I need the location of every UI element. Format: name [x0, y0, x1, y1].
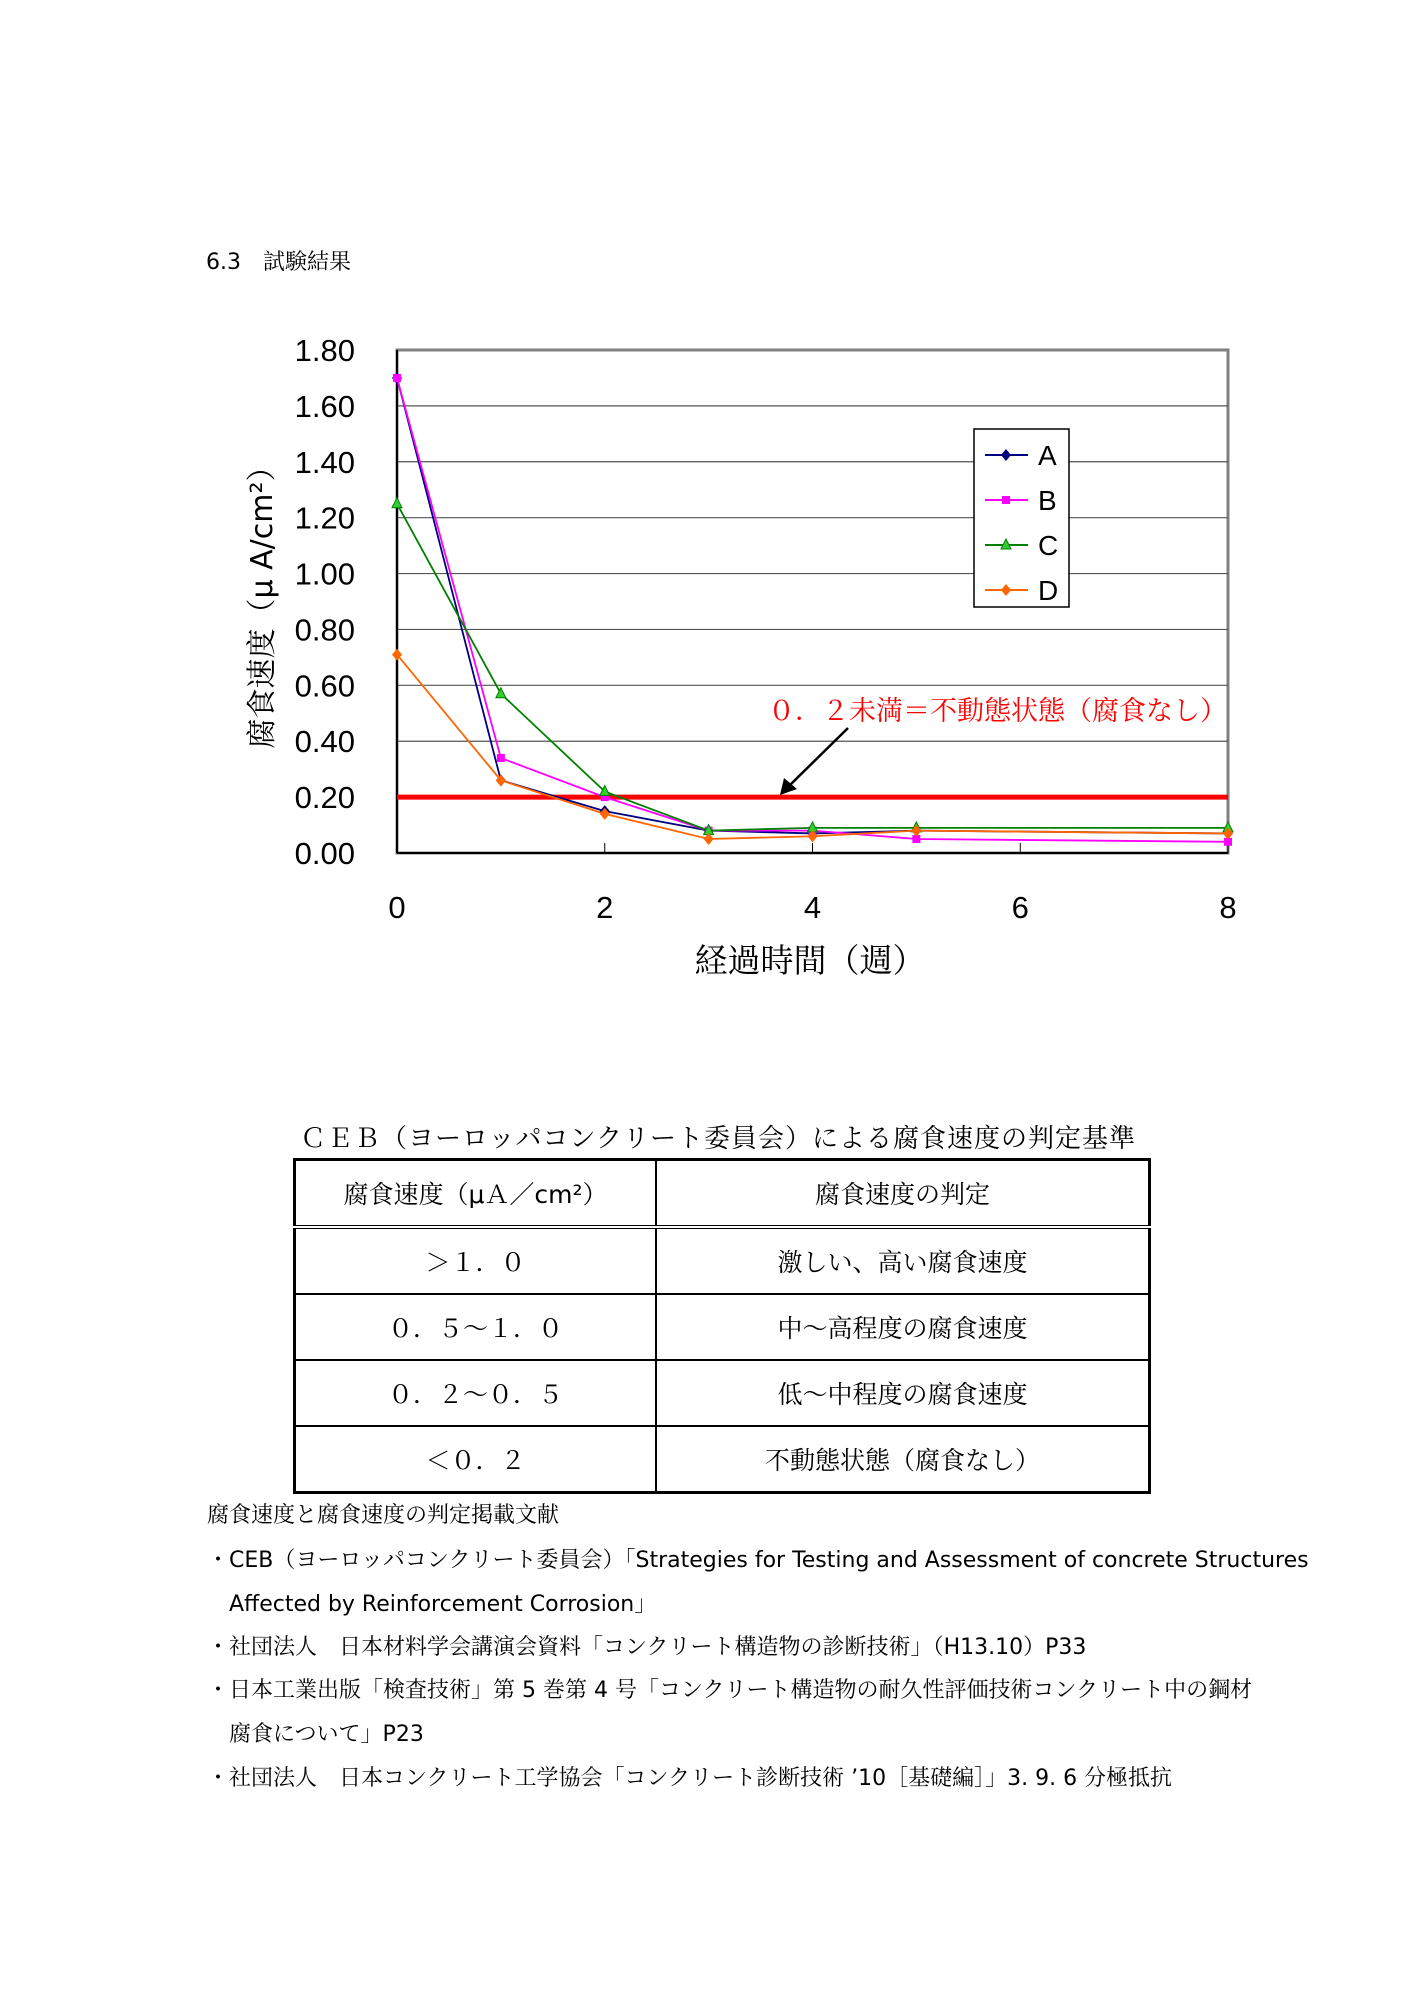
y-tick-label: 1.80 — [294, 333, 355, 368]
plot-area — [397, 350, 1228, 853]
header-judgement: 腐食速度の判定 — [656, 1160, 1150, 1228]
data-point-B — [497, 754, 505, 762]
x-tick-label: 0 — [388, 890, 406, 925]
judgement-cell: 中～高程度の腐食速度 — [656, 1294, 1150, 1360]
rate-cell: ０．５～１．０ — [295, 1294, 657, 1360]
y-tick-label: 1.60 — [294, 388, 355, 424]
reference-line: ・社団法人 日本材料学会講演会資料「コンクリート構造物の診断技術」（H13.10）P33 — [207, 1635, 1087, 1660]
threshold-annotation: ０．２未満＝不動態状態（腐食なし） — [768, 696, 1227, 727]
reference-line: ・社団法人 日本コンクリート工学協会「コンクリート診断技術 ’10［基礎編］」3. 9. 6 分極抵抗 — [207, 1766, 1173, 1791]
data-point-B — [393, 374, 401, 382]
y-axis-title: 腐食速度（μ A/cm²） — [245, 451, 280, 749]
reference-line: 腐食について」P23 — [207, 1722, 424, 1747]
x-tick-label: 8 — [1219, 890, 1237, 925]
y-tick-label: 1.20 — [294, 500, 355, 536]
legend-label: A — [1038, 440, 1057, 471]
rate-cell: ＞１．０ — [295, 1227, 657, 1294]
criteria-table — [293, 1158, 1151, 1494]
table-row — [295, 1426, 1150, 1493]
legend-label: D — [1038, 575, 1059, 606]
reference-line: Affected by Reinforcement Corrosion」 — [207, 1592, 657, 1617]
table-header-row — [295, 1160, 1150, 1228]
judgement-cell: 激しい、高い腐食速度 — [656, 1227, 1150, 1294]
y-tick-label: 1.00 — [294, 556, 355, 592]
x-tick-label: 2 — [596, 890, 614, 925]
table-row — [295, 1360, 1150, 1426]
legend-label: C — [1038, 530, 1059, 561]
y-tick-label: 1.40 — [294, 444, 355, 480]
reference-line: ・日本工業出版「検査技術」第 5 巻第 4 号「コンクリート構造物の耐久性評価技術コンクリート中の鋼材 — [207, 1678, 1253, 1703]
reference-line: ・CEB（ヨーロッパコンクリート委員会）「Strategies for Testing and Assessment of concrete Structures — [207, 1548, 1309, 1573]
x-axis-title: 経過時間（週） — [694, 941, 926, 980]
header-rate: 腐食速度（μＡ／cm²） — [295, 1160, 657, 1228]
y-tick-label: 0.60 — [294, 668, 355, 704]
x-tick-label: 4 — [803, 890, 822, 925]
y-tick-label: 0.20 — [294, 780, 355, 816]
x-tick-label: 6 — [1011, 890, 1029, 925]
table-row — [295, 1294, 1150, 1360]
y-tick-label: 0.80 — [294, 612, 355, 648]
rate-cell: ０．２～０．５ — [295, 1360, 657, 1426]
y-tick-label: 0.40 — [294, 724, 355, 760]
references-title: 腐食速度と腐食速度の判定掲載文献 — [207, 1503, 560, 1528]
judgement-cell: 不動態状態（腐食なし） — [656, 1426, 1150, 1493]
legend-marker — [1002, 496, 1010, 504]
legend-label: B — [1038, 485, 1057, 516]
judgement-cell: 低～中程度の腐食速度 — [656, 1360, 1150, 1426]
y-tick-label: 0.00 — [294, 836, 355, 871]
rate-cell: ＜０．２ — [295, 1426, 657, 1493]
section-heading: 6.3 試験結果 — [206, 250, 351, 275]
table-title: ＣＥＢ（ヨーロッパコンクリート委員会）による腐食速度の判定基準 — [300, 1124, 1136, 1154]
table-row — [295, 1227, 1150, 1294]
